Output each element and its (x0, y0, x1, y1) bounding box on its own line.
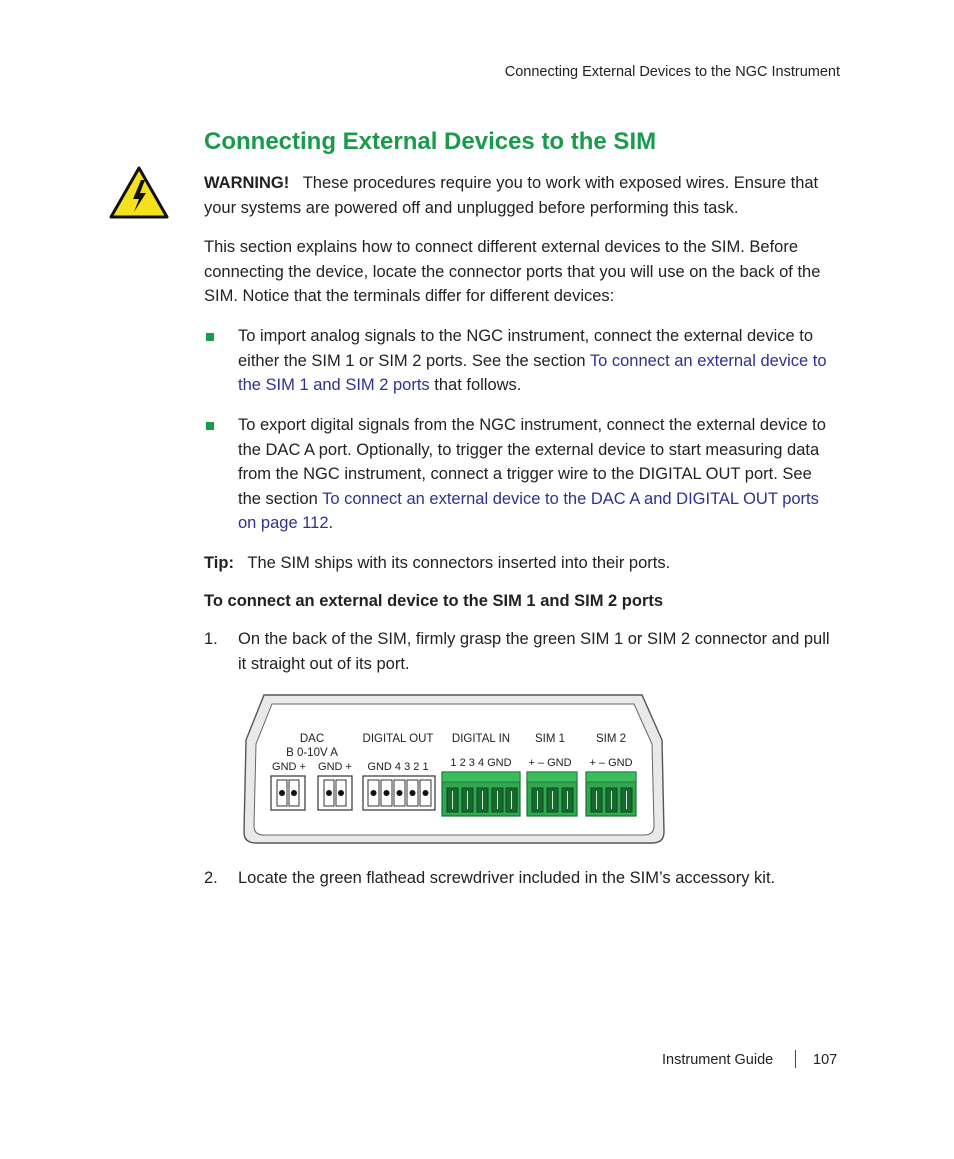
intro-paragraph: This section explains how to connect different external devices to the SIM. Before connecting the device, locate the connector ports that you will use on the back of the SIM. Notice that the terminals differ for different devices: (204, 238, 821, 306)
cross-reference-link-dac-ports[interactable]: To connect an external device to the DAC A and DIGITAL OUT ports on page 112 (238, 489, 819, 533)
footer-page-number: 107 (813, 1052, 838, 1068)
digital-out-pins-label: GND 4 3 2 1 (367, 761, 429, 773)
sim-back-panel-illustration (238, 692, 670, 846)
footer-doc-title: Instrument Guide (662, 1052, 774, 1068)
footer-divider (795, 1050, 796, 1068)
high-voltage-warning-icon (109, 166, 169, 220)
dac-b-port (271, 776, 305, 810)
tip-paragraph (204, 551, 844, 576)
digital-out-label: DIGITAL OUT (362, 733, 434, 745)
sim2-pins-label: + – GND (589, 757, 633, 769)
warning-paragraph (204, 171, 844, 220)
bullet-text: To import analog signals to the NGC instrument, connect the external device to either the SIM 1 or SIM 2 ports. See the section (238, 327, 814, 370)
bullet-square (206, 333, 214, 341)
sim1-pins-label: + – GND (528, 757, 572, 769)
digital-in-connector (442, 772, 520, 816)
bullet-text: To export digital signals from the NGC instrument, connect the external device to the DAC A port. Optionally, to trigger the external device to start measuring data from the NGC instrument, connect a trigger wire to the DIGITAL OUT port. See the section (238, 416, 826, 508)
dac-a-port (318, 776, 352, 810)
step-text: On the back of the SIM, firmly grasp the green SIM 1 or SIM 2 connector and pull it straight out of its port. (238, 630, 830, 673)
bullet-text: that follows. (429, 376, 522, 395)
section-title: Connecting External Devices to the SIM (204, 128, 657, 155)
dac-label: DAC (299, 733, 325, 745)
dac-b-pins-label: GND + (272, 761, 306, 773)
cross-reference-link-sim-ports[interactable]: To connect an external device to the SIM 1 and SIM 2 ports (238, 351, 827, 395)
sim2-label: SIM 2 (595, 733, 627, 745)
sim1-connector[interactable] (527, 772, 577, 816)
bullet-text: . (328, 514, 334, 533)
bullet-item-2 (238, 413, 828, 536)
sim1-label: SIM 1 (534, 733, 566, 745)
bullet-item-1 (238, 324, 828, 398)
digital-in-pins-label: 1 2 3 4 GND (450, 757, 512, 769)
digital-in-label: DIGITAL IN (451, 733, 511, 745)
running-header: Connecting External Devices to the NGC Instrument (504, 64, 840, 80)
step-number: 2. (204, 869, 218, 887)
dac-sub-label: B 0-10V A (286, 747, 338, 759)
bullet-square (206, 422, 214, 430)
warning-label: WARNING! (204, 174, 290, 192)
step-text: Locate the green flathead screwdriver included in the SIM’s accessory kit. (238, 869, 776, 887)
digital-out-port (363, 776, 435, 810)
sim2-connector[interactable] (586, 772, 636, 816)
tip-text: The SIM ships with its connectors inserted into their ports. (247, 554, 671, 572)
step-number: 1. (204, 630, 218, 648)
warning-text: These procedures require you to work with exposed wires. Ensure that your systems are powered off and unplugged before performing this task. (204, 174, 819, 217)
tip-label: Tip: (204, 554, 234, 572)
procedure-heading: To connect an external device to the SIM 1 and SIM 2 ports (204, 592, 664, 610)
dac-a-pins-label: GND + (318, 761, 352, 773)
